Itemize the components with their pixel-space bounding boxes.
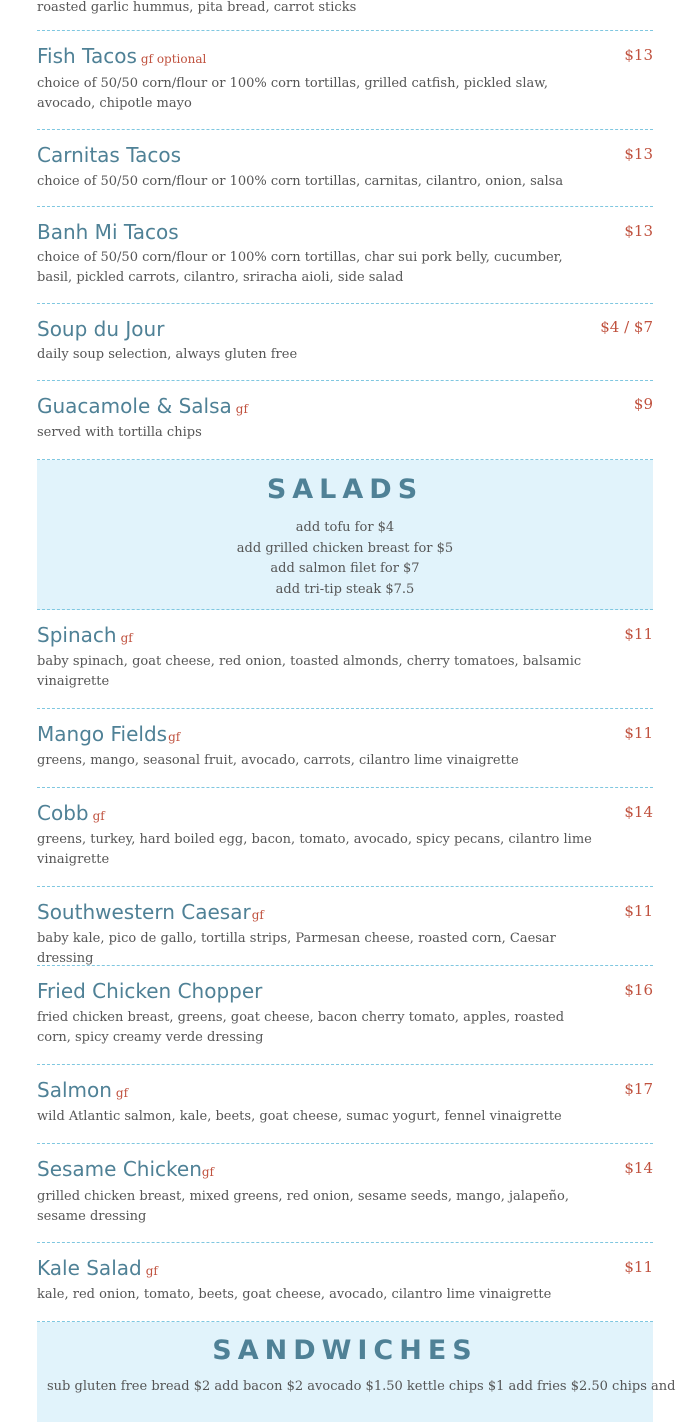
menu-item-spinach <box>37 610 653 709</box>
menu-item-fried-chicken-chopper <box>37 966 653 1065</box>
item-price: $11 <box>624 724 653 742</box>
dietary-tag: gf <box>251 908 264 922</box>
item-description: grilled chicken breast, mixed greens, red onion, sesame seeds, mango, jalapeño, sesame dressing <box>37 1189 569 1224</box>
item-price: $9 <box>633 395 653 413</box>
item-price: $13 <box>624 222 653 240</box>
dietary-tag: gf <box>145 1264 158 1278</box>
sandwiches-section-header <box>37 1322 676 1422</box>
item-description: daily soup selection, always gluten free <box>37 347 298 362</box>
dietary-tag: gf <box>120 631 133 645</box>
salads-section-header <box>37 460 653 610</box>
item-price: $17 <box>624 1080 653 1098</box>
item-price: $11 <box>624 625 653 643</box>
item-name: Guacamole & Salsa <box>37 394 232 418</box>
item-description: fried chicken breast, greens, goat cheese, bacon cherry tomato, apples, roasted corn, spicy creamy verde dressing <box>37 1010 565 1045</box>
section-title: SALADS <box>266 474 424 505</box>
menu-item-soup-du-jour <box>37 304 653 381</box>
item-description: choice of 50/50 corn/flour or 100% corn tortillas, grilled catfish, pickled slaw, avocado, chipotle mayo <box>37 76 548 111</box>
item-price: $11 <box>624 902 653 920</box>
add-on-note: add tofu for $4 <box>295 520 395 535</box>
item-description: greens, turkey, hard boiled egg, bacon, tomato, avocado, spicy pecans, cilantro lime vinaigrette <box>37 832 592 867</box>
menu-item-carnitas-tacos <box>37 130 653 207</box>
add-ons-note: sub gluten free bread $2 add bacon $2 avocado $1.50 kettle chips $1 add fries $2.50 chips and <box>47 1379 676 1394</box>
dietary-tag: gf <box>201 1165 214 1179</box>
menu-item-sesame-chicken <box>37 1144 653 1243</box>
previous-item-description: roasted garlic hummus, pita bread, carrot sticks <box>37 0 653 31</box>
item-name: Kale Salad <box>37 1256 142 1280</box>
item-name: Fish Tacos <box>37 44 137 68</box>
item-description: greens, mango, seasonal fruit, avocado, carrots, cilantro lime vinaigrette <box>37 753 519 768</box>
item-price: $4 / $7 <box>600 318 653 336</box>
item-description: baby kale, pico de gallo, tortilla strips, Parmesan cheese, roasted corn, Caesar dressing <box>37 931 556 966</box>
dietary-tag: gf <box>168 730 181 744</box>
item-price: $13 <box>624 145 653 163</box>
item-name: Fried Chicken Chopper <box>37 979 263 1003</box>
menu-item-guacamole-salsa <box>37 381 653 460</box>
item-name: Cobb <box>37 801 89 825</box>
menu-page <box>37 0 676 1422</box>
dietary-tag: gf <box>235 402 248 416</box>
menu-item-southwestern-caesar <box>37 887 653 966</box>
item-price: $11 <box>624 1258 653 1276</box>
item-price: $14 <box>624 803 653 821</box>
item-description: served with tortilla chips <box>37 425 202 440</box>
menu-item-kale-salad <box>37 1243 653 1322</box>
menu-item-salmon <box>37 1065 653 1144</box>
dietary-tag: gf <box>92 809 105 823</box>
item-description: kale, red onion, tomato, beets, goat cheese, avocado, cilantro lime vinaigrette <box>37 1287 552 1302</box>
item-name: Southwestern Caesar <box>37 900 251 924</box>
dietary-tag: gf optional <box>140 52 207 66</box>
menu-item-cobb <box>37 788 653 887</box>
menu-item-banh-mi-tacos <box>37 207 653 304</box>
item-price: $16 <box>624 981 653 999</box>
item-description: choice of 50/50 corn/flour or 100% corn tortillas, char sui pork belly, cucumber, basil, pickled carrots, cilantro, sriracha aioli, side salad <box>37 250 563 285</box>
item-name: Spinach <box>37 623 117 647</box>
add-on-note: add salmon filet for $7 <box>270 561 420 576</box>
item-name: Banh Mi Tacos <box>37 220 179 244</box>
menu-item-mango-fields <box>37 709 653 788</box>
menu-item-fish-tacos <box>37 31 653 130</box>
item-name: Carnitas Tacos <box>37 143 182 167</box>
item-price: $14 <box>624 1159 653 1177</box>
item-description: choice of 50/50 corn/flour or 100% corn tortillas, carnitas, cilantro, onion, salsa <box>37 174 564 189</box>
item-description: wild Atlantic salmon, kale, beets, goat cheese, sumac yogurt, fennel vinaigrette <box>37 1109 562 1124</box>
add-ons-list <box>37 518 653 600</box>
item-price: $13 <box>624 46 653 64</box>
section-title: SANDWICHES <box>212 1335 478 1366</box>
add-on-note: add grilled chicken breast for $5 <box>236 540 454 556</box>
item-name: Salmon <box>37 1078 112 1102</box>
dietary-tag: gf <box>115 1086 129 1100</box>
item-name: Soup du Jour <box>37 317 165 341</box>
add-on-note: add tri-tip steak $7.5 <box>275 581 415 597</box>
item-name: Mango Fields <box>37 722 168 746</box>
item-name: Sesame Chicken <box>37 1157 202 1181</box>
item-description: baby spinach, goat cheese, red onion, toasted almonds, cherry tomatoes, balsamic vinaigrette <box>37 654 582 689</box>
